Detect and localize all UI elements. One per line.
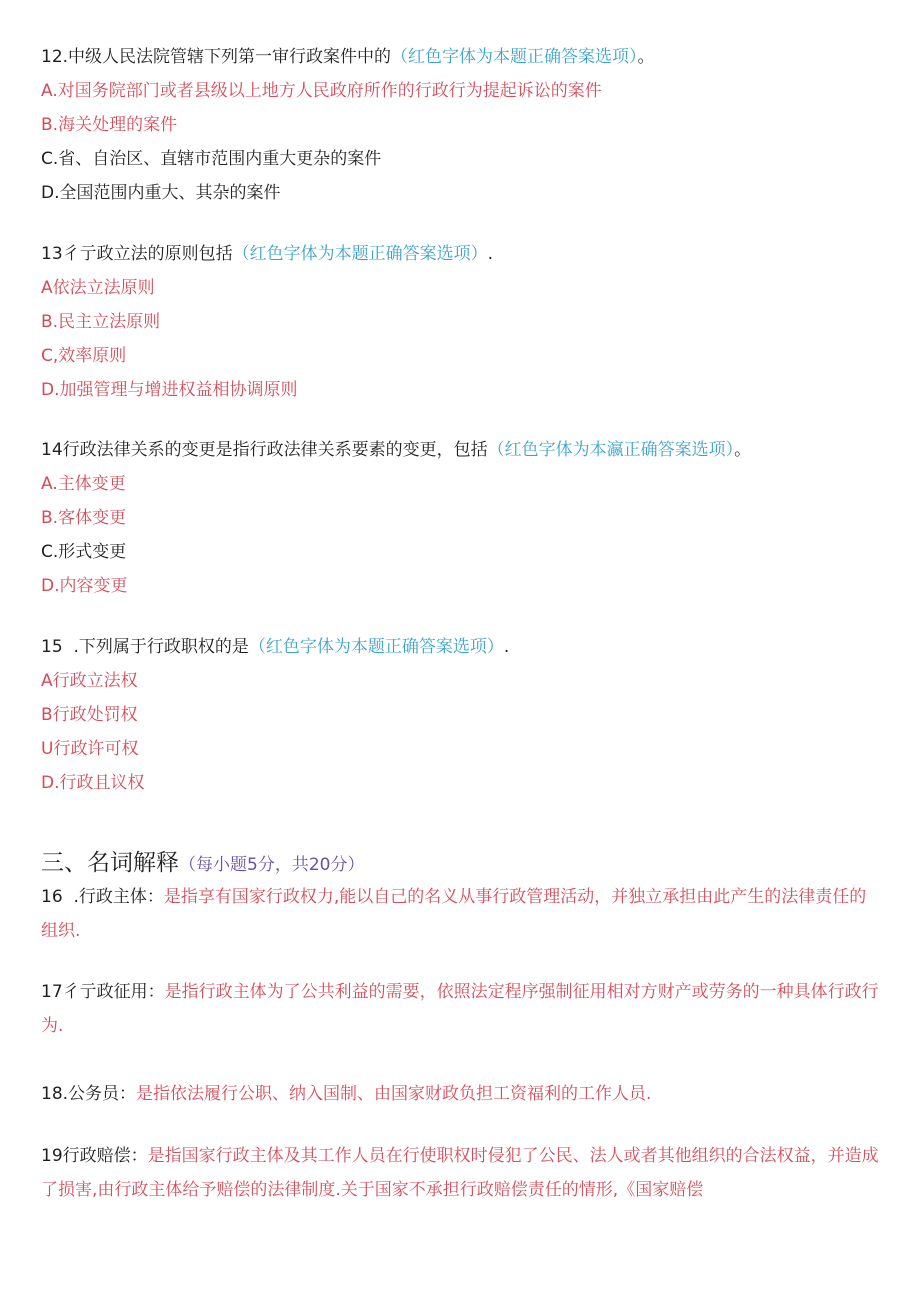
question-12 bbox=[41, 40, 891, 210]
option-d: D.行政且议权 bbox=[41, 773, 145, 793]
answer-hint: （红色字体为本题正确答案选项） bbox=[232, 244, 488, 264]
term-label: 18.公务员： bbox=[41, 1084, 137, 1104]
option-a: A.主体变更 bbox=[41, 474, 126, 494]
question-tail: 。 bbox=[637, 47, 655, 67]
term-17 bbox=[41, 975, 881, 1043]
question-13 bbox=[41, 237, 891, 407]
option-d: D.加强管理与增进权益相协调原则 bbox=[41, 380, 298, 400]
option-a: A.对国务院部门或者县级以上地方人民政府所作的行政行为提起诉讼的案件 bbox=[41, 81, 602, 101]
answer-hint: （红色字体为本瀛正确答案选项） bbox=[487, 440, 735, 460]
section-heading bbox=[41, 844, 364, 877]
question-stem bbox=[41, 433, 891, 467]
option-c: C.形式变更 bbox=[41, 542, 127, 562]
section-subtitle: （每小题5分，共20分） bbox=[179, 855, 365, 875]
question-text: 14行政法律关系的变更是指行政法律关系要素的变更，包括 bbox=[41, 440, 488, 460]
question-stem bbox=[41, 630, 891, 664]
term-18 bbox=[41, 1077, 881, 1111]
section-title: 三、名词解释 bbox=[41, 850, 179, 876]
term-label: 17彳亍政征用： bbox=[41, 982, 165, 1002]
question-text: 12.中级人民法院管辖下列第一审行政案件中的 bbox=[41, 47, 392, 67]
term-definition: 是指享有国家行政权力,能以自己的名义从事行政管理活动，并独立承担由此产生的法律责任的组织. bbox=[41, 887, 867, 941]
option-c: C.省、自治区、直辖市范围内重大更杂的案件 bbox=[41, 149, 382, 169]
question-tail: . bbox=[503, 637, 510, 657]
term-definition: 是指行政主体为了公共利益的需要，依照法定程序强制征用相对方财产或劳务的一种具体行政行为. bbox=[41, 982, 879, 1036]
question-text: 13彳亍政立法的原则包括 bbox=[41, 244, 233, 264]
option-a: A行政立法权 bbox=[41, 671, 138, 691]
option-c: C,效率原则 bbox=[41, 346, 127, 366]
question-tail: . bbox=[487, 244, 494, 264]
term-definition: 是指依法履行公职、纳入国制、由国家财政负担工资福利的工作人员. bbox=[136, 1084, 652, 1104]
option-a: A依法立法原则 bbox=[41, 278, 155, 298]
option-d: D.内容变更 bbox=[41, 576, 128, 596]
answer-hint: （红色字体为本题正确答案选项） bbox=[248, 637, 504, 657]
term-19 bbox=[41, 1139, 881, 1207]
question-tail: 。 bbox=[734, 440, 752, 460]
term-label: 16 .行政主体： bbox=[41, 887, 164, 907]
question-14 bbox=[41, 433, 891, 603]
question-15 bbox=[41, 630, 891, 800]
question-stem bbox=[41, 40, 891, 74]
option-b: B.客体变更 bbox=[41, 508, 127, 528]
question-stem bbox=[41, 237, 891, 271]
option-b: B行政处罚权 bbox=[41, 705, 138, 725]
term-16 bbox=[41, 880, 881, 948]
answer-hint: （红色字体为本题正确答案选项） bbox=[391, 47, 638, 67]
term-definition: 是指国家行政主体及其工作人员在行使职权时侵犯了公民、法人或者其他组织的合法权益，并造成了损害,由行政主体给予赔偿的法律制度.关于国家不承担行政赔偿责任的情形,《国家赔偿 bbox=[41, 1146, 879, 1200]
term-label: 19行政赔偿： bbox=[41, 1146, 148, 1166]
option-b: B.民主立法原则 bbox=[41, 312, 161, 332]
option-b: B.海关处理的案件 bbox=[41, 115, 178, 135]
option-d: D.全国范围内重大、其杂的案件 bbox=[41, 183, 281, 203]
question-text: 15 .下列属于行政职权的是 bbox=[41, 637, 249, 657]
option-c: U行政许可权 bbox=[41, 739, 139, 759]
